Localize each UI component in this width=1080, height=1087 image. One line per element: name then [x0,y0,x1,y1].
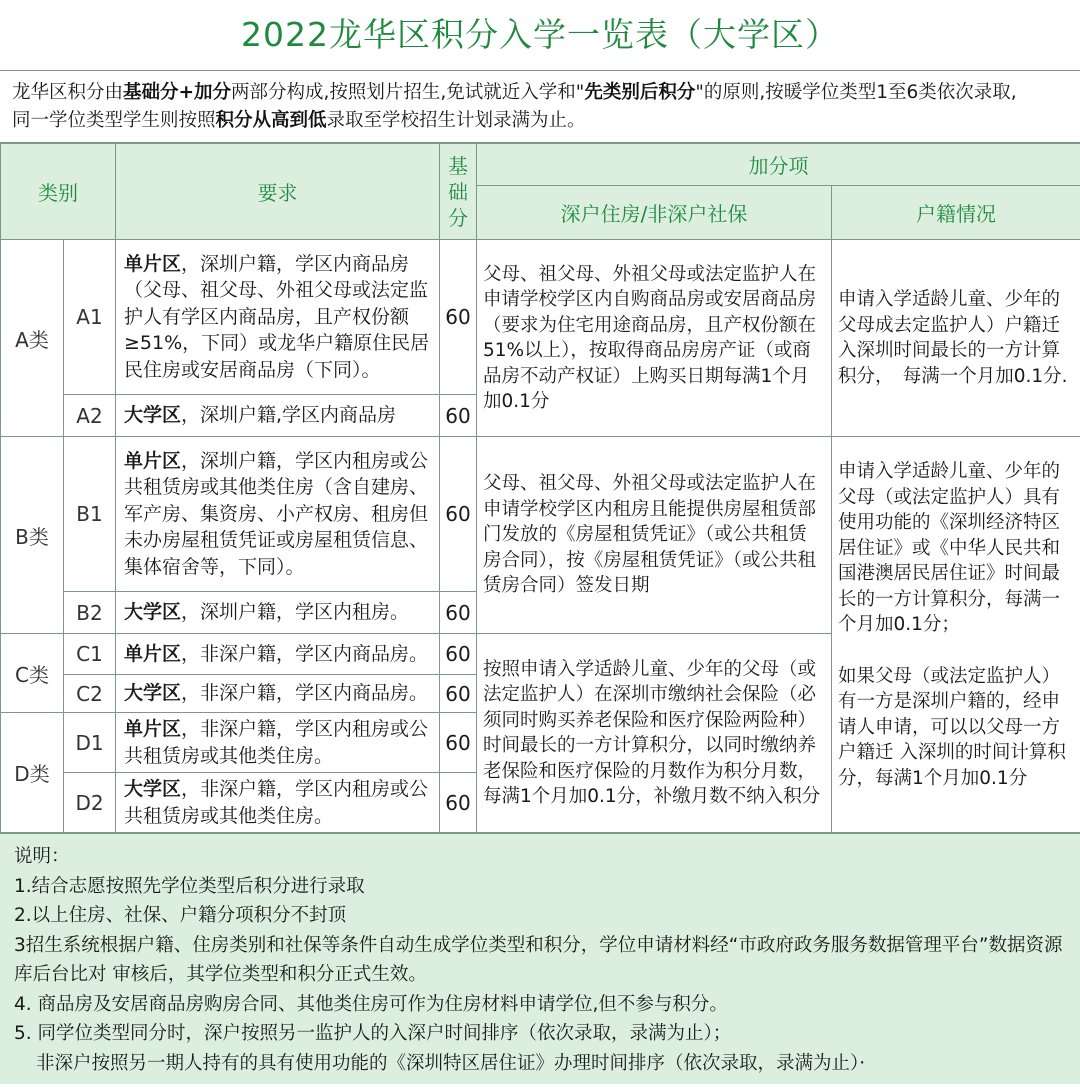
score-table [0,143,1080,833]
row-req-c2 [116,675,440,713]
row-code-c1: C1 [64,634,116,675]
intro-part: "的原则,按暖学位类型1至6类依次录取, [695,82,1017,103]
group-c: C类 [1,634,64,713]
row-code-b1: B1 [64,437,116,592]
note-1: 1.结合志愿按照先学位类型后积分进行录取 [14,875,365,897]
zone-label: 大学区 [124,682,182,705]
bonus-housing-a: 父母、祖父母、外祖父母或法定监护人在申请学校学区内自购商品房或安居商品房（要求为住宅用途商品房，且产权份额在51%以上），按取得商品房房产证（或商品房不动产权证）上购买日期每满1个月加0.1分 [477,240,832,437]
header-bonus: 加分项 [477,144,1080,186]
notes-section [0,833,1080,1084]
note-3: 3招生系统根据户籍、住房类别和社保等条件自动生成学位类型和积分，学位申请材料经“市政府政务服务数据管理平台”数据资源库后台比对 审核后，其学位类型和积分正式生效。 [14,934,1063,985]
intro-part: 同一学位类型学生则按照 [12,110,216,131]
note-2: 2.以上住房、社保、户籍分项积分不封顶 [14,905,347,926]
row-score-c2: 60 [440,675,477,713]
row-req-d2 [116,773,440,833]
page-title: 2022龙华区积分入学一览表（大学区） [0,0,1080,71]
bonus-hukou-bcd [832,437,1080,833]
header-housing: 深户住房/非深户社保 [477,186,832,240]
bonus-housing-cd: 按照申请入学适龄儿童、少年的父母（或法定监护人）在深圳市缴纳社会保险（必须同时购买养老保险和医疗保险两险种）时间最长的一方计算积分，以同时缴纳养老保险和医疗保险的月数作为积分月数，每满1个月加0.1分，补缴月数不纳入积分 [477,634,832,833]
zone-label: 单片区 [124,449,182,472]
row-req-d1 [116,713,440,773]
header-hukou: 户籍情况 [832,186,1080,240]
row-req-a1 [116,240,440,395]
intro-part: 两部分构成,按照划片招生,免试就近入学和" [231,82,585,103]
zone-label: 大学区 [124,778,182,800]
bonus-hukou-b1: 申请入学适龄儿童、少年的父母（或法定监护人）具有使用功能的《深圳经济特区居住证》或《中华人民共和国港澳居民居住证》时间最长的一方计算积分，每满一个月加0.1分； [838,461,1061,635]
req-text: ，深圳户籍，学区内租房。 [181,601,410,624]
row-code-d2: D2 [64,773,116,833]
zone-label: 单片区 [124,642,182,665]
row-code-d1: D1 [64,713,116,773]
req-text: ，非深户籍，学区内租房或公共租赁房或其他类住房。 [124,718,429,767]
row-code-a2: A2 [64,395,116,437]
row-req-a2 [116,395,440,437]
intro-part: 录取至学校招生计划录满为止。 [326,110,586,131]
intro-bold: 先类别后积分 [584,82,696,103]
group-a: A类 [1,240,64,437]
bonus-housing-b: 父母、祖父母、外祖父母或法定监护人在申请学校学区内租房且能提供房屋租赁部门发放的《房屋租赁凭证》（或公共租赁房合同），按《房屋租赁凭证》（或公共租赁房合同）签发日期 [477,437,832,634]
zone-label: 大学区 [124,601,182,624]
zone-label: 单片区 [124,718,182,740]
intro-part: 龙华区积分由 [12,82,124,103]
intro-bold: 基础分+加分 [123,82,232,103]
zone-label: 单片区 [124,252,182,275]
row-req-c1 [116,634,440,675]
note-6: 非深户按照另一期人持有的具有使用功能的《深圳特区居住证》办理时间排序（依次录取，录满为止）· [36,1052,866,1074]
notes-heading: 说明： [14,846,70,867]
header-base-score: 基础分 [440,144,477,240]
intro-text [0,71,1080,143]
row-score-b2: 60 [440,592,477,634]
row-score-d1: 60 [440,713,477,773]
header-requirement: 要求 [116,144,440,240]
row-code-b2: B2 [64,592,116,634]
row-score-c1: 60 [440,634,477,675]
bonus-hukou-b2: 如果父母（或法定监护人）有一方是深圳户籍的，经申请人申请，可以以父母一方户籍迁 入深圳的时间计算积分，每满1个月加0.1分 [838,665,1066,789]
intro-bold: 积分从高到低 [215,110,327,131]
req-text: ，深圳户籍,学区内商品房 [181,404,397,427]
note-5: 5. 同学位类型同分时，深户按照另一监护人的入深户时间排序（依次录取，录满为止）； [14,1023,732,1044]
row-score-a2: 60 [440,395,477,437]
req-text: ，非深户籍，学区内商品房。 [181,642,429,665]
row-req-b2 [116,592,440,634]
req-text: ，非深户籍，学区内商品房。 [181,682,429,705]
group-d: D类 [1,713,64,833]
header-category: 类别 [1,144,116,240]
req-text: ，深圳户籍，学区内商品房（父母、祖父母、外祖父母或法定监护人有学区内商品房，且产权份额≥51%，下同）或龙华户籍原住民居民住房或安居商品房（下同）。 [124,252,430,381]
row-code-c2: C2 [64,675,116,713]
bonus-hukou-a: 申请入学适龄儿童、少年的父母成去定监护人）户籍迁入深圳时间最长的一方计算积分， 每满一个月加0.1分. [832,240,1080,437]
note-4: 4. 商品房及安居商品房购房合同、其他类住房可作为住房材料申请学位,但不参与积分。 [14,993,728,1015]
group-b: B类 [1,437,64,634]
req-text: ，深圳户籍，学区内租房或公共租赁房或其他类住房（含自建房、军产房、集资房、小产权房、租房但未办房屋租赁凭证或房屋租赁信息、集体宿舍等，下同）。 [124,449,429,578]
row-score-b1: 60 [440,437,477,592]
req-text: ，非深户籍，学区内租房或公共租赁房或其他类住房。 [124,778,429,827]
row-score-a1: 60 [440,240,477,395]
zone-label: 大学区 [124,404,182,427]
row-code-a1: A1 [64,240,116,395]
row-score-d2: 60 [440,773,477,833]
row-req-b1 [116,437,440,592]
